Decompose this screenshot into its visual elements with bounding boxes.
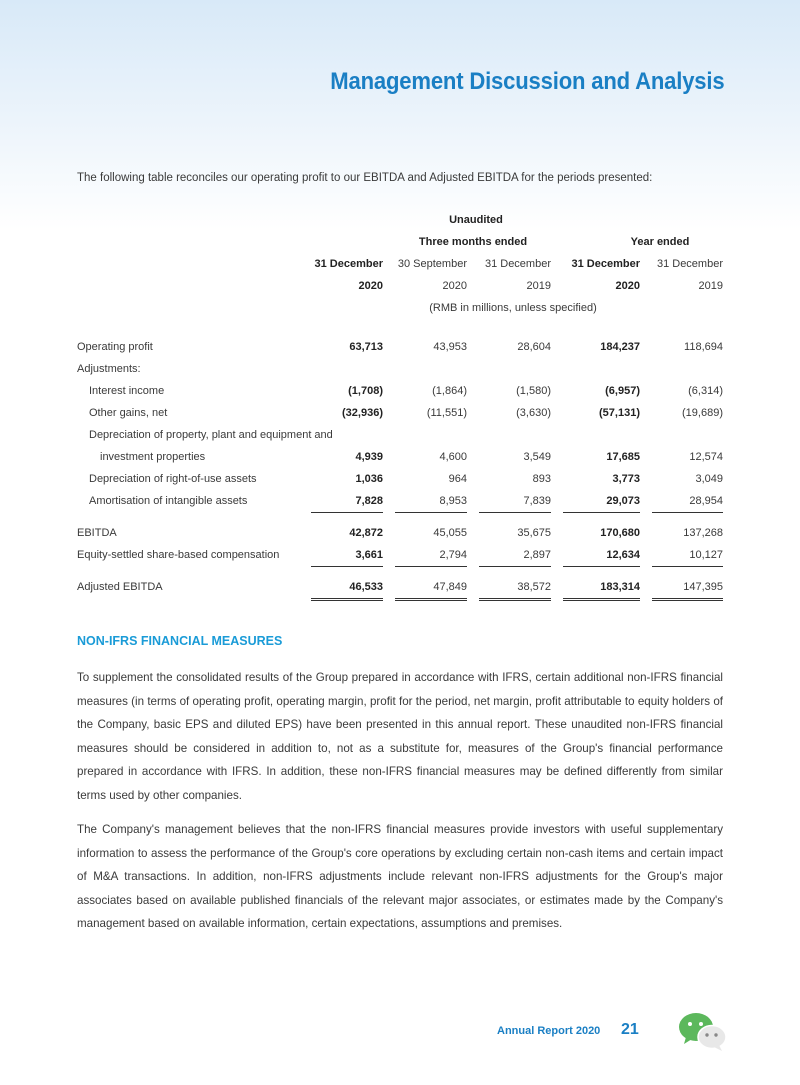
row-value: 1,036 xyxy=(355,473,383,485)
rule-line xyxy=(652,598,723,601)
table-header-periods xyxy=(77,232,723,254)
row-value: 964 xyxy=(448,473,467,485)
row-value: (6,957) xyxy=(605,385,640,397)
row-value: 43,953 xyxy=(433,341,467,353)
table-row xyxy=(77,381,723,403)
row-value: 2,897 xyxy=(523,549,551,561)
row-value: 8,953 xyxy=(439,495,467,507)
row-label: Equity-settled share-based compensation xyxy=(77,549,280,561)
row-value: 2,794 xyxy=(439,549,467,561)
intro-text: The following table reconciles our operating profit to our EBITDA and Adjusted EBITDA for the periods presented: xyxy=(77,172,653,184)
row-value: 17,685 xyxy=(606,451,640,463)
table-row xyxy=(77,447,723,469)
reconciliation-table xyxy=(77,210,723,599)
row-value: 3,549 xyxy=(523,451,551,463)
row-value: 893 xyxy=(532,473,551,485)
year-ended-label: Year ended xyxy=(630,236,690,248)
table-header-unaudited xyxy=(77,210,723,232)
row-value: 118,694 xyxy=(684,341,723,353)
row-label: Adjusted EBITDA xyxy=(77,581,163,593)
row-value: (57,131) xyxy=(599,407,640,419)
rule-line xyxy=(563,566,640,567)
row-label: investment properties xyxy=(100,451,206,463)
table-header-years xyxy=(77,276,723,298)
row-value: 35,675 xyxy=(517,527,551,539)
row-value: 63,713 xyxy=(349,341,383,353)
col-date: 30 September xyxy=(397,258,467,270)
wechat-logo-icon xyxy=(676,1010,728,1052)
row-value: (1,864) xyxy=(432,385,467,397)
row-value: 10,127 xyxy=(689,549,723,561)
rule-line xyxy=(479,512,551,513)
three-months-label: Three months ended xyxy=(418,236,528,248)
col-year: 2020 xyxy=(442,280,467,292)
rule-line xyxy=(311,598,383,601)
row-label: Adjustments: xyxy=(77,363,141,375)
rule-line xyxy=(395,598,467,601)
col-date: 31 December xyxy=(314,258,383,270)
col-year: 2020 xyxy=(358,280,383,292)
row-value: 3,049 xyxy=(695,473,723,485)
row-value: 137,268 xyxy=(683,527,723,539)
col-year: 2019 xyxy=(698,280,723,292)
table-header-dates xyxy=(77,254,723,276)
table-row xyxy=(77,469,723,491)
row-value: 46,533 xyxy=(349,581,383,593)
table-row xyxy=(77,577,723,599)
row-value: (19,689) xyxy=(682,407,723,419)
rule-line xyxy=(311,566,383,567)
row-value: 42,872 xyxy=(349,527,383,539)
row-value: (3,630) xyxy=(516,407,551,419)
row-value: 147,395 xyxy=(683,581,723,593)
table-body xyxy=(77,337,723,599)
table-unit-note xyxy=(77,298,723,320)
row-value: 12,574 xyxy=(689,451,723,463)
row-value: 183,314 xyxy=(600,581,640,593)
row-value: 3,773 xyxy=(612,473,640,485)
row-value: 29,073 xyxy=(606,495,640,507)
unaudited-label: Unaudited xyxy=(449,214,503,226)
row-label: Other gains, net xyxy=(89,407,168,419)
paragraph-1: To supplement the consolidated results of the Group prepared in accordance with IFRS, certain additional non-IFRS financial measures (in terms of operating profit, operating margin, profit for the period, net margin, profit attributable to equity holders of the Company, basic EPS and diluted EPS) have been presented in this annual report. These unaudited non-IFRS financial measures should be considered in addition to, not as a substitute for, measures of the Group's financial performance prepared in accordance with IFRS. In addition, these non-IFRS financial measures may be defined differently from similar terms used by other companies. xyxy=(77,671,723,802)
unit-note: (RMB in millions, unless specified) xyxy=(429,302,597,314)
col-year: 2020 xyxy=(615,280,640,292)
table-row xyxy=(77,545,723,567)
row-value: 12,634 xyxy=(606,549,640,561)
rule-line xyxy=(395,512,467,513)
row-value: 45,055 xyxy=(433,527,467,539)
row-value: 4,939 xyxy=(355,451,383,463)
paragraph-2: The Company's management believes that the non-IFRS financial measures provide investors with useful supplementary information to assess the performance of the Group's core operations by excluding certain non-cash items and certain impact of M&A transactions. In addition, non-IFRS adjustments include relevant non-IFRS adjustments for the Group's major associates based on available published financials of the relevant major associates, or estimates made by the Company's management based on available information, certain expectations, assumptions and premises. xyxy=(77,823,723,930)
col-date: 31 December xyxy=(571,258,640,270)
rule-line xyxy=(479,566,551,567)
row-label: Depreciation of right-of-use assets xyxy=(89,473,257,485)
col-date: 31 December xyxy=(484,258,551,270)
row-label: Operating profit xyxy=(77,341,153,353)
row-value: 28,954 xyxy=(689,495,723,507)
row-label: Interest income xyxy=(89,385,165,397)
rule-line xyxy=(311,512,383,513)
rule-line xyxy=(563,512,640,513)
row-value: 170,680 xyxy=(600,527,640,539)
rule-line xyxy=(652,512,723,513)
row-value: (1,708) xyxy=(348,385,383,397)
row-value: 38,572 xyxy=(517,581,551,593)
rule-line xyxy=(563,598,640,601)
table-row xyxy=(77,425,723,447)
row-value: 3,661 xyxy=(355,549,383,561)
table-row xyxy=(77,491,723,513)
row-value: (11,551) xyxy=(426,407,467,419)
table-row xyxy=(77,359,723,381)
col-year: 2019 xyxy=(526,280,551,292)
row-value: (1,580) xyxy=(516,385,551,397)
row-value: 47,849 xyxy=(433,581,467,593)
table-row xyxy=(77,403,723,425)
page-title: Management Discussion and Analysis xyxy=(329,68,724,95)
row-label: EBITDA xyxy=(77,527,117,539)
row-value: 4,600 xyxy=(439,451,467,463)
row-label: Amortisation of intangible assets xyxy=(89,495,248,507)
footer-report-title: Annual Report 2020 xyxy=(497,1025,601,1037)
rule-line xyxy=(479,598,551,601)
rule-line xyxy=(395,566,467,567)
row-value: (32,936) xyxy=(342,407,383,419)
col-date: 31 December xyxy=(656,258,723,270)
table-row xyxy=(77,523,723,545)
footer-page-number: 21 xyxy=(621,1021,639,1038)
table-row xyxy=(77,337,723,359)
section-heading: NON-IFRS FINANCIAL MEASURES xyxy=(77,634,283,648)
row-value: 7,839 xyxy=(523,495,551,507)
row-label: Depreciation of property, plant and equipment and xyxy=(89,429,333,441)
row-value: 184,237 xyxy=(600,341,640,353)
row-value: 28,604 xyxy=(517,341,551,353)
rule-line xyxy=(652,566,723,567)
row-value: (6,314) xyxy=(688,385,723,397)
row-value: 7,828 xyxy=(355,495,383,507)
